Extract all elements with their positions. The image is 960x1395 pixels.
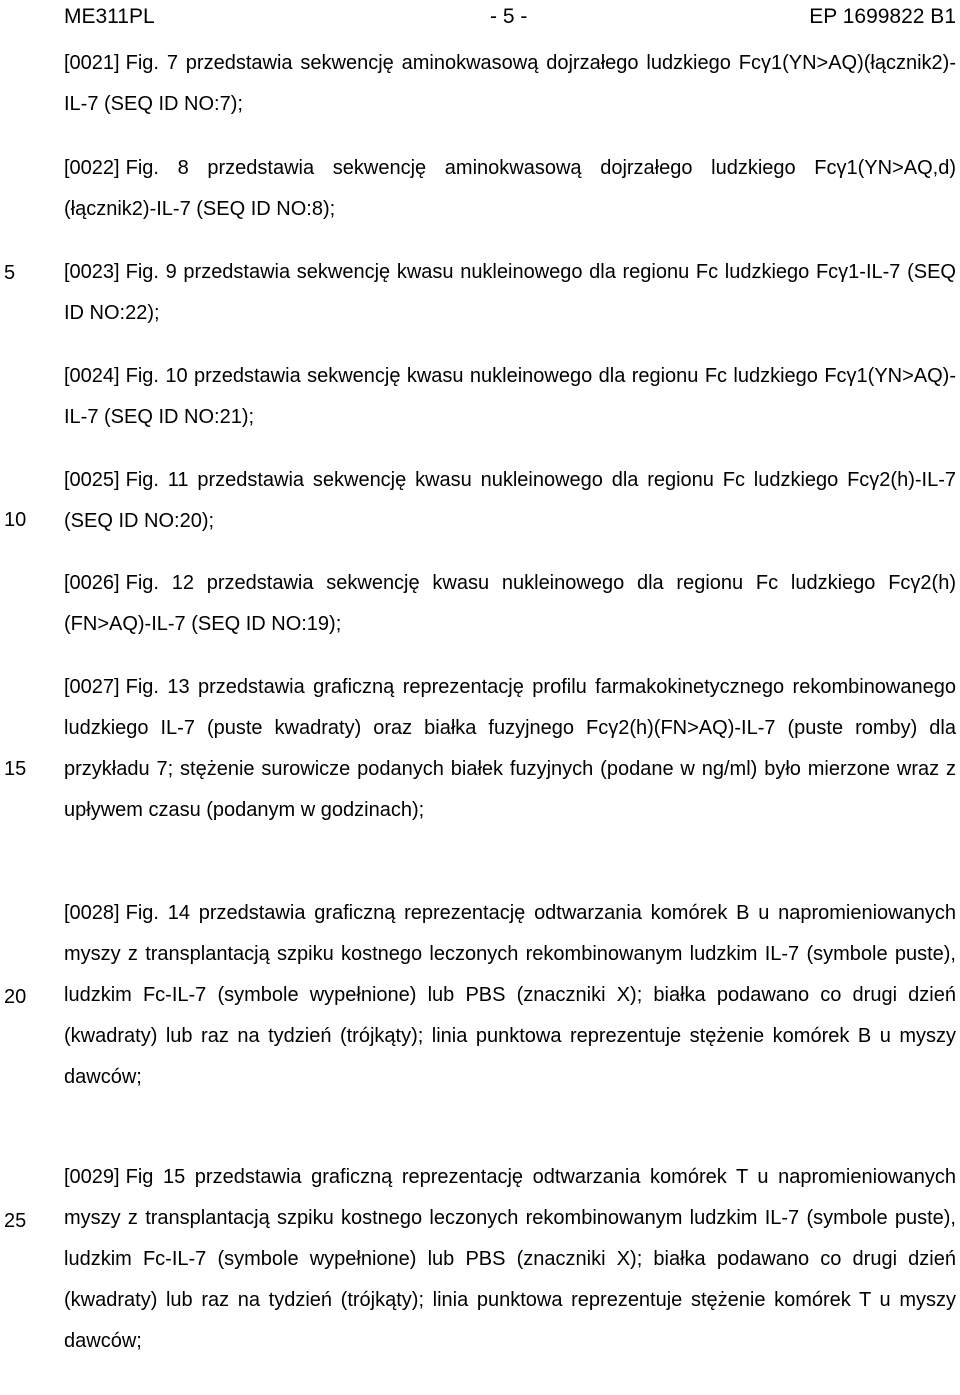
- paragraph-number: [0022]: [64, 157, 120, 179]
- margin-line-number: 25: [4, 1210, 27, 1232]
- paragraph: [64, 148, 956, 230]
- paragraph: [64, 893, 956, 1098]
- paragraph: [64, 563, 956, 645]
- paragraph: [64, 667, 956, 831]
- margin-line-number: 10: [4, 509, 27, 531]
- paragraph-text: Fig. 10 przedstawia sekwencję kwasu nukleinowego dla regionu Fc ludzkiego Fcγ1(YN>AQ)-IL-7 (SEQ ID NO:21);: [64, 365, 956, 428]
- paragraph: [64, 356, 956, 438]
- paragraph-text: Fig. 9 przedstawia sekwencję kwasu nukleinowego dla regionu Fc ludzkiego Fcγ1-IL-7 (SEQ ID NO:22);: [64, 261, 956, 324]
- paragraph: [64, 1157, 956, 1362]
- paragraph-number: [0029]: [64, 1166, 120, 1188]
- paragraph-number: [0026]: [64, 572, 120, 594]
- margin-line-number: 20: [4, 986, 27, 1008]
- paragraph-text: Fig. 8 przedstawia sekwencję aminokwasową dojrzałego ludzkiego Fcγ1(YN>AQ,d)(łącznik2)-IL-7 (SEQ ID NO:8);: [64, 157, 956, 220]
- paragraph-text: Fig 15 przedstawia graficzną reprezentację odtwarzania komórek T u napromieniowanych myszy z transplantacją szpiku kostnego leczonych rekombinowanym ludzkim IL-7 (symbole puste), ludzkim Fc-IL-7 (symbole wypełnione) lub PBS (znaczniki X); białka podawano co drugi dzień (kwadraty) lub raz na tydzień (trójkąty); linia punktowa reprezentuje stężenie komórek T u myszy dawców;: [64, 1166, 956, 1352]
- paragraph-text: Fig. 12 przedstawia sekwencję kwasu nukleinowego dla regionu Fc ludzkiego Fcγ2(h)(FN>AQ)-IL-7 (SEQ ID NO:19);: [64, 572, 956, 635]
- margin-line-number: 15: [4, 758, 27, 780]
- paragraph-text: Fig. 11 przedstawia sekwencję kwasu nukleinowego dla regionu Fc ludzkiego Fcγ2(h)-IL-7 (SEQ ID NO:20);: [64, 469, 956, 532]
- paragraph: [64, 460, 956, 542]
- paragraph-number: [0027]: [64, 676, 120, 698]
- margin-line-number: 5: [4, 262, 16, 284]
- page-header: [64, 4, 956, 34]
- paragraph-text: Fig. 14 przedstawia graficzną reprezentację odtwarzania komórek B u napromieniowanych myszy z transplantacją szpiku kostnego leczonych rekombinowanym ludzkim IL-7 (symbole puste), ludzkim Fc-IL-7 (symbole wypełnione) lub PBS (znaczniki X); białka podawano co drugi dzień (kwadraty) lub raz na tydzień (trójkąty); linia punktowa reprezentuje stężenie komórek B u myszy dawców;: [64, 902, 956, 1088]
- paragraph-number: [0028]: [64, 902, 120, 924]
- paragraph: [64, 252, 956, 334]
- header-page-number: - 5 -: [490, 5, 528, 28]
- header-doc-code: ME311PL: [64, 5, 155, 28]
- paragraph-number: [0021]: [64, 52, 120, 74]
- paragraph-text: Fig. 13 przedstawia graficzną reprezentację profilu farmakokinetycznego rekombinowanego ludzkiego IL-7 (puste kwadraty) oraz białka fuzyjnego Fcγ2(h)(FN>AQ)-IL-7 (puste romby) dla przykładu 7; stężenie surowicze podanych białek fuzyjnych (podane w ng/ml) było mierzone wraz z upływem czasu (podanym w godzinach);: [64, 676, 956, 821]
- paragraph-number: [0024]: [64, 365, 120, 387]
- paragraph-number: [0023]: [64, 261, 120, 283]
- paragraph: [64, 43, 956, 125]
- header-patent-number: EP 1699822 B1: [809, 5, 956, 28]
- paragraph-number: [0025]: [64, 469, 120, 491]
- paragraph-text: Fig. 7 przedstawia sekwencję aminokwasową dojrzałego ludzkiego Fcγ1(YN>AQ)(łącznik2)-IL-7 (SEQ ID NO:7);: [64, 52, 956, 115]
